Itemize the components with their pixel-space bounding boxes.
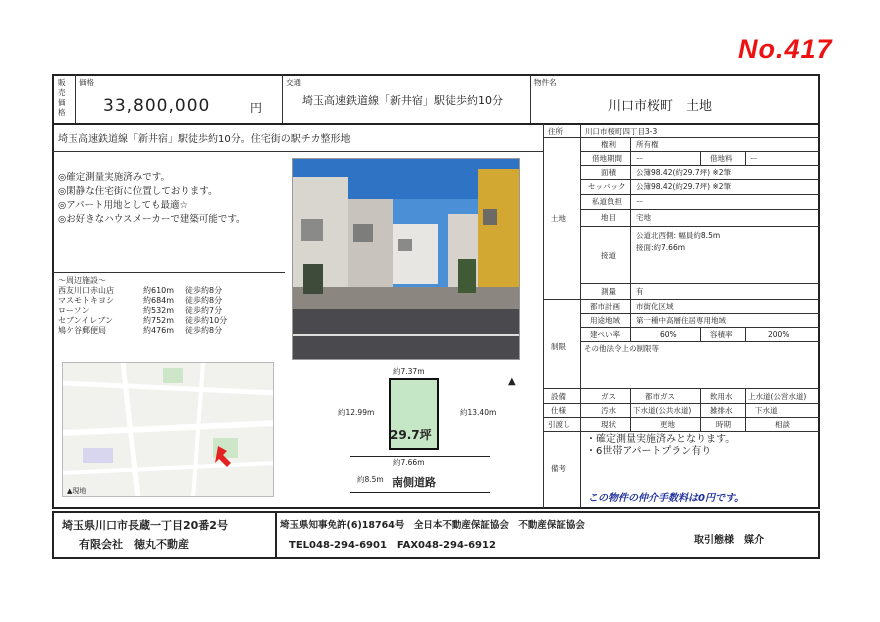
access-frontage: 接面:約7.66m bbox=[636, 243, 686, 252]
listing-number: No.417 bbox=[738, 34, 833, 64]
lot-top-length: 約7.37m bbox=[393, 367, 425, 376]
row-line bbox=[543, 299, 820, 300]
col-line bbox=[580, 123, 581, 508]
address-label: 住所 bbox=[548, 127, 563, 136]
company-address: 埼玉県川口市長蔵一丁目20番2号 bbox=[62, 519, 228, 532]
category-value: 宅地 bbox=[636, 213, 651, 222]
nearby-item bbox=[58, 286, 227, 296]
company-license: 埼玉県知事免許(6)18764号 全日本不動産保証協会 不動産保証協会 bbox=[280, 520, 585, 531]
nearby-walk: 徒歩約7分 bbox=[185, 306, 223, 315]
drain-value: 下水道 bbox=[755, 406, 778, 415]
coverage-label: 建ぺい率 bbox=[590, 330, 620, 339]
feature-item: ◎アパート用地としても最適☆ bbox=[58, 200, 189, 211]
traffic-label: 交通 bbox=[286, 78, 301, 87]
road-width: 約8.5m bbox=[357, 475, 384, 484]
handover-label: 引渡し bbox=[548, 420, 571, 429]
photo-illustration bbox=[293, 159, 520, 360]
timing-label: 時期 bbox=[716, 420, 731, 429]
nearby-walk: 徒歩約8分 bbox=[185, 286, 223, 295]
col-line bbox=[630, 299, 631, 341]
city-plan-value: 市街化区域 bbox=[636, 302, 674, 311]
nearby-name: セブンイレブン bbox=[58, 316, 113, 325]
row-line bbox=[580, 283, 820, 284]
location-map bbox=[62, 362, 274, 497]
nearby-item bbox=[58, 296, 227, 306]
divider bbox=[530, 74, 531, 123]
nearby-item bbox=[58, 326, 227, 336]
col-line bbox=[745, 327, 746, 341]
zoning-value: 第一種中高層住居専用地域 bbox=[636, 316, 726, 325]
col-line bbox=[700, 151, 701, 165]
nearby-distance: 約532m bbox=[143, 306, 175, 315]
fee-note: この物件の仲介手数料は0円です。 bbox=[588, 493, 745, 504]
north-arrow-icon: ▲ bbox=[508, 376, 516, 387]
status-value: 更地 bbox=[660, 420, 675, 429]
road-line-bottom bbox=[350, 492, 490, 493]
row-line bbox=[580, 209, 820, 210]
setback-value: 公簿98.42(約29.7坪) ※2筆 bbox=[636, 182, 731, 191]
setback-label: セッバック bbox=[588, 182, 626, 191]
traffic-value: 埼玉高速鉄道線「新井宿」駅徒歩約10分 bbox=[302, 94, 503, 107]
far-label: 容積率 bbox=[710, 330, 733, 339]
timing-value: 相談 bbox=[775, 420, 790, 429]
row-line bbox=[543, 431, 820, 432]
nearby-walk: 徒歩約8分 bbox=[185, 296, 223, 305]
row-line bbox=[543, 137, 820, 138]
coverage-value: 60% bbox=[660, 330, 677, 339]
row-line bbox=[543, 388, 820, 389]
lease-fee-label: 借地料 bbox=[710, 154, 733, 163]
map-caption: ▲現地 bbox=[67, 487, 87, 495]
status-label: 現状 bbox=[601, 420, 616, 429]
drain-label: 雑排水 bbox=[710, 406, 733, 415]
catch-copy: 埼玉高速鉄道線「新井宿」駅徒歩約10分。住宅街の駅チカ整形地 bbox=[58, 134, 351, 145]
feature-item: ◎お好きなハウスメーカーで建築可能です。 bbox=[58, 214, 246, 225]
sewage-label: 汚水 bbox=[601, 406, 616, 415]
lot-right-length: 約13.40m bbox=[460, 408, 497, 417]
col-line bbox=[745, 151, 746, 165]
sewage-value: 下水道(公共水道) bbox=[633, 406, 692, 415]
nearby-name: 鳩ケ谷郵便局 bbox=[58, 326, 106, 335]
transaction-mode: 取引態様 媒介 bbox=[694, 535, 764, 546]
gas-label: ガス bbox=[601, 392, 616, 401]
restriction-label: 制限 bbox=[551, 342, 566, 351]
nearby-item bbox=[58, 306, 227, 316]
facilities-label: 設備 bbox=[551, 392, 566, 401]
remarks-line: ・6世帯アパートプラン有り bbox=[586, 446, 712, 457]
sell-price-label: 販 売 価 格 bbox=[58, 78, 66, 117]
other-restrictions: その他法令上の制限等 bbox=[584, 344, 659, 353]
lot-area: 29.7坪 bbox=[390, 428, 432, 442]
water-label: 飲用水 bbox=[710, 392, 733, 401]
nearby-distance: 約684m bbox=[143, 296, 175, 305]
price-unit: 円 bbox=[250, 101, 263, 115]
nearby-name: 西友川口赤山店 bbox=[58, 286, 114, 295]
spec-label: 仕様 bbox=[551, 406, 566, 415]
access-road: 公道北西側: 幅員約8.5m bbox=[636, 231, 721, 240]
lease-period-label: 借地期間 bbox=[592, 154, 622, 163]
remarks-line: ・確定測量実施済みとなります。 bbox=[586, 434, 736, 445]
price-value: 33,800,000 bbox=[103, 96, 211, 116]
private-road-label: 私道負担 bbox=[592, 197, 622, 206]
feature-item: ◎確定測量実施済みです。 bbox=[58, 172, 171, 183]
city-plan-label: 都市計画 bbox=[590, 302, 620, 311]
land-label: 土地 bbox=[551, 214, 566, 223]
nearby-title: ～周辺施設～ bbox=[58, 276, 106, 285]
nearby-name: ローソン bbox=[58, 306, 90, 315]
access-label: 接道 bbox=[601, 251, 616, 260]
area-value: 公簿98.42(約29.7坪) ※2筆 bbox=[636, 168, 731, 177]
map-illustration bbox=[63, 363, 274, 497]
private-road-value: ー bbox=[636, 197, 644, 206]
lot-bottom-length: 約7.66m bbox=[393, 458, 425, 467]
lease-fee-value: ー bbox=[750, 154, 758, 163]
nearby-distance: 約610m bbox=[143, 286, 175, 295]
feature-list bbox=[58, 171, 246, 227]
nearby-item bbox=[58, 316, 227, 326]
divider bbox=[52, 272, 285, 273]
far-value: 200% bbox=[768, 330, 790, 339]
col-line bbox=[700, 327, 701, 341]
property-name: 川口市桜町 土地 bbox=[608, 99, 713, 114]
gas-value: 都市ガス bbox=[645, 392, 675, 401]
address-value: 川口市桜町四丁目3-3 bbox=[585, 127, 658, 136]
nearby-list bbox=[58, 276, 227, 336]
nearby-name: マスモトキヨシ bbox=[58, 296, 114, 305]
row-line bbox=[580, 226, 820, 227]
divider bbox=[52, 151, 543, 152]
col-line bbox=[630, 137, 631, 299]
divider bbox=[282, 74, 283, 123]
company-contact: TEL048-294-6901 FAX048-294-6912 bbox=[289, 540, 496, 551]
survey-label: 測量 bbox=[601, 287, 616, 296]
zoning-label: 用途地域 bbox=[590, 316, 620, 325]
nearby-walk: 徒歩約8分 bbox=[185, 326, 223, 335]
price-label: 価格 bbox=[79, 78, 94, 87]
rights-label: 権利 bbox=[601, 140, 616, 149]
category-label: 地目 bbox=[601, 213, 616, 222]
property-label: 物件名 bbox=[534, 78, 557, 87]
lot-left-length: 約12.99m bbox=[338, 408, 375, 417]
area-label: 面積 bbox=[601, 168, 616, 177]
col-line bbox=[745, 388, 746, 431]
road-line-top bbox=[350, 456, 490, 457]
nearby-walk: 徒歩約10分 bbox=[185, 316, 228, 325]
nearby-distance: 約752m bbox=[143, 316, 175, 325]
nearby-distance: 約476m bbox=[143, 326, 175, 335]
company-name: 有限会社 徳丸不動産 bbox=[79, 538, 189, 551]
footer-divider bbox=[275, 511, 277, 559]
divider bbox=[75, 74, 76, 123]
col-line bbox=[700, 388, 701, 431]
col-line bbox=[630, 388, 631, 431]
survey-value: 有 bbox=[636, 287, 644, 296]
water-value: 上水道(公営水道) bbox=[748, 392, 807, 401]
remarks-label: 備考 bbox=[551, 464, 566, 473]
feature-item: ◎閑静な住宅街に位置しております。 bbox=[58, 186, 218, 197]
property-photo bbox=[292, 158, 520, 360]
rights-value: 所有権 bbox=[636, 140, 659, 149]
road-name: 南側道路 bbox=[392, 476, 436, 489]
lease-period-value: ー bbox=[636, 154, 644, 163]
